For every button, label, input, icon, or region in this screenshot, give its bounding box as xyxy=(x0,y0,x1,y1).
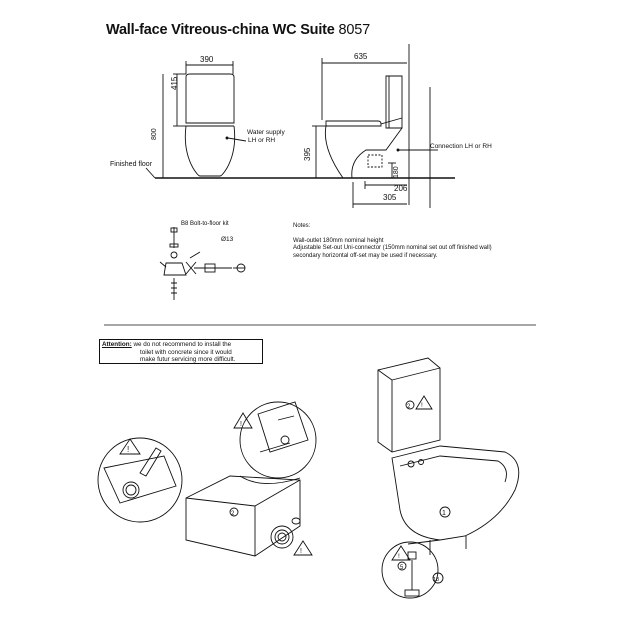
water-supply-line2: LH or RH xyxy=(248,137,276,144)
model-code: 8057 xyxy=(338,22,370,38)
cistern-body-step xyxy=(186,476,312,556)
warning-mark-4: ! xyxy=(421,402,423,409)
dim-outlet-depth: 206 xyxy=(394,184,408,193)
warning-mark: ! xyxy=(127,445,130,454)
install-step-2-detail xyxy=(234,402,316,484)
warning-mark-3: ! xyxy=(240,421,242,428)
notes-line-1: Wall-outlet 180mm nominal height xyxy=(293,237,384,244)
warning-mark-5: ! xyxy=(398,553,400,560)
water-supply-label xyxy=(247,129,285,145)
bolt-detail-zoom xyxy=(382,540,443,598)
side-elevation xyxy=(312,44,438,208)
dim-overall-height: 800 xyxy=(151,128,158,140)
dim-width: 390 xyxy=(200,55,214,64)
attention-box xyxy=(99,339,263,364)
step-13-label: 13 xyxy=(433,577,440,583)
notes-line-2: Adjustable Set-out Uni-connector (150mm nominal set out off finished wall) xyxy=(293,245,492,251)
notes-line-3: secondary horizontal off-set may be used if necessary. xyxy=(293,252,438,259)
install-step-1-detail xyxy=(98,438,182,522)
bolt-kit-label: B8 Bolt-to-floor kit xyxy=(181,221,229,227)
dim-outlet-height: 180 xyxy=(393,166,400,178)
bolt-diameter-label: Ø13 xyxy=(221,236,234,243)
attention-heading: Attention: xyxy=(102,341,132,348)
attention-line-1: we do not recommend to install the xyxy=(131,341,232,348)
step-1-label: 1 xyxy=(442,510,446,517)
attention-line-3: make futur servicing more difficult. xyxy=(140,356,236,364)
dim-seat-height: 395 xyxy=(303,147,312,161)
water-supply-line1: Water supply xyxy=(247,129,285,136)
warning-mark-2: ! xyxy=(300,548,302,555)
connection-label: Connection LH or RH xyxy=(430,143,492,150)
dim-cistern-height: 415 xyxy=(170,76,179,90)
notes-heading: Notes: xyxy=(293,223,311,229)
finished-floor-label: Finished floor xyxy=(110,161,153,168)
step-5-label: 5 xyxy=(400,565,404,571)
toilet-assembly xyxy=(378,358,519,555)
dim-setout: 305 xyxy=(383,193,397,202)
title-main: Wall-face Vitreous-china WC Suite xyxy=(106,22,335,38)
dim-depth: 635 xyxy=(354,52,368,61)
notes-block xyxy=(293,223,492,260)
step-2b-label: 2 xyxy=(407,404,411,410)
attention-line-2: toilet with concrete since it would xyxy=(140,348,232,356)
step-2-label: 2 xyxy=(231,511,235,517)
